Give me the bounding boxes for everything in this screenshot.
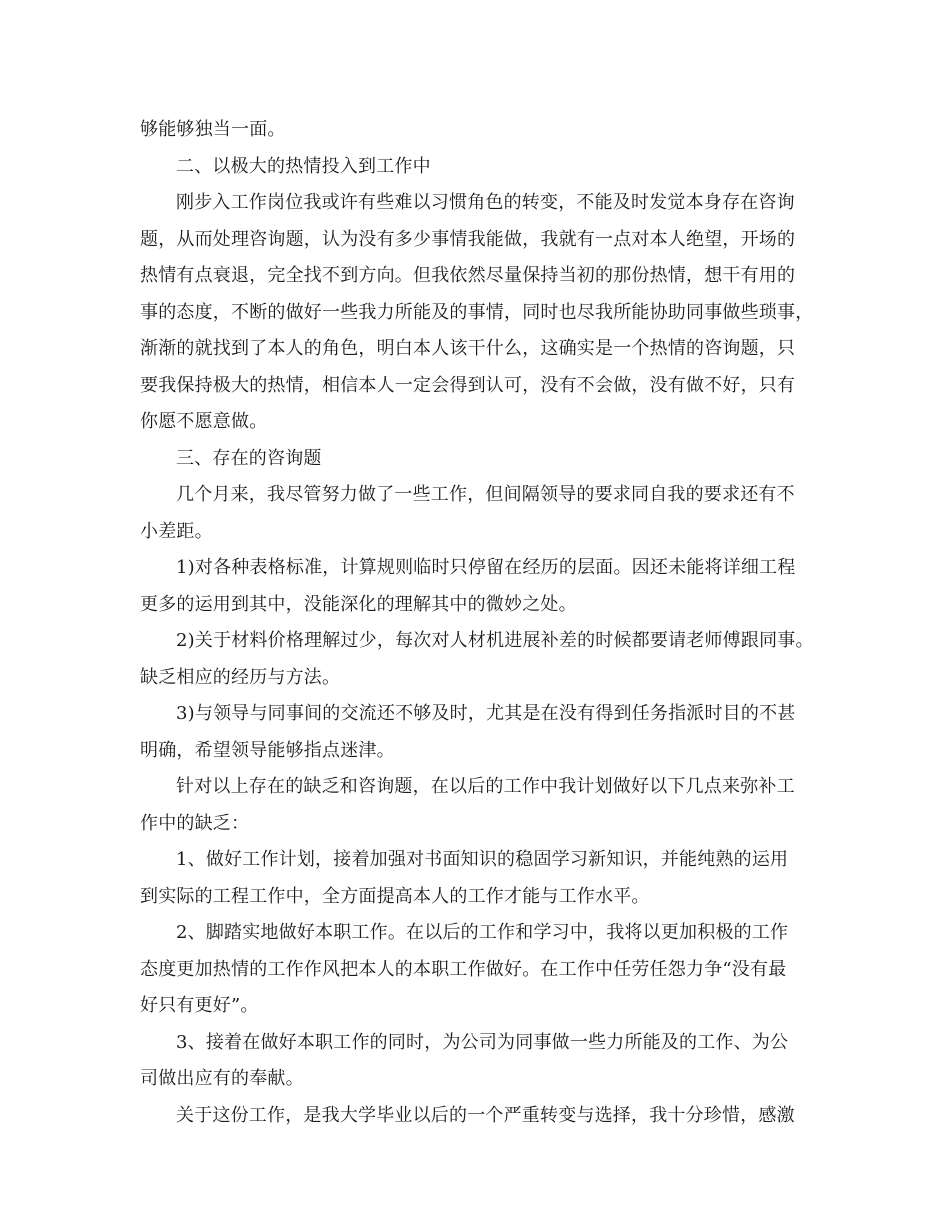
text-line: 到实际的工程工作中，全方面提高本人的工作才能与工作水平。: [140, 885, 650, 907]
text-line: 够能够独当一面。: [140, 119, 286, 140]
list-item: 3、接着在做好本职工作的同时，为公司为同事做一些力所能及的工作、为公: [176, 1031, 789, 1053]
list-item: 2、脚踏实地做好本职工作。在以后的工作和学习中，我将以更加积极的工作: [176, 922, 789, 943]
text-line: 题，从而处理咨询题，认为没有多少事情我能做，我就有一点对本人绝望，开场的: [140, 228, 796, 250]
text-line: 作中的缺乏：: [140, 812, 250, 834]
text-line: 司做出应有的奉献。: [140, 1068, 304, 1089]
text-line: 态度更加热情的工作作风把本人的本职工作做好。在工作中任劳任怨力争“没有最: [140, 958, 787, 980]
section-heading: 二、以极大的热情投入到工作中: [176, 155, 431, 177]
text-line: 明确，希望领导能够指点迷津。: [140, 739, 395, 761]
section-heading: 三、存在的咨询题: [176, 447, 322, 469]
text-line: 关于这份工作，是我大学毕业以后的一个严重转变与选择，我十分珍惜，感激: [176, 1104, 795, 1126]
list-item: 1、做好工作计划，接着加强对书面知识的稳固学习新知识，并能纯熟的运用: [176, 849, 789, 870]
text-line: 渐渐的就找到了本人的角色，明白本人该干什么，这确实是一个热情的咨询题，只: [140, 338, 796, 359]
text-line: 小差距。: [140, 520, 213, 542]
text-line: 你愿不愿意做。: [140, 411, 268, 432]
text-line: 事的态度，不断的做好一些我力所能及的事情，同时也尽我所能协助同事做些琐事，: [140, 301, 814, 323]
text-line: 要我保持极大的热情，相信本人一定会得到认可，没有不会做，没有做不好，只有: [140, 374, 796, 396]
text-line: 好只有更好”。: [140, 995, 259, 1016]
text-line: 缺乏相应的经历与方法。: [140, 666, 341, 688]
list-item: 3)与领导与同事间的交流还不够及时，尤其是在没有得到任务指派时目的不甚: [176, 703, 796, 724]
text-line: 刚步入工作岗位我或许有些难以习惯角色的转变，不能及时发觉本身存在咨询: [176, 192, 795, 213]
text-line: 更多的运用到其中，没能深化的理解其中的微妙之处。: [140, 593, 577, 615]
text-line: 几个月来，我尽管努力做了一些工作，但间隔领导的要求同自我的要求还有不: [176, 484, 795, 505]
list-item: 2)关于材料价格理解过少，每次对人材机进展补差的时候都要请老师傅跟同事。: [176, 630, 814, 651]
document-body: [140, 112, 820, 1134]
list-item: 1)对各种表格标准，计算规则临时只停留在经历的层面。因还未能将详细工程: [176, 557, 796, 578]
text-line: 针对以上存在的缺乏和咨询题，在以后的工作中我计划做好以下几点来弥补工: [176, 776, 795, 797]
text-line: 热情有点衰退，完全找不到方向。但我依然尽量保持当初的那份热情，想干有用的: [140, 265, 796, 286]
